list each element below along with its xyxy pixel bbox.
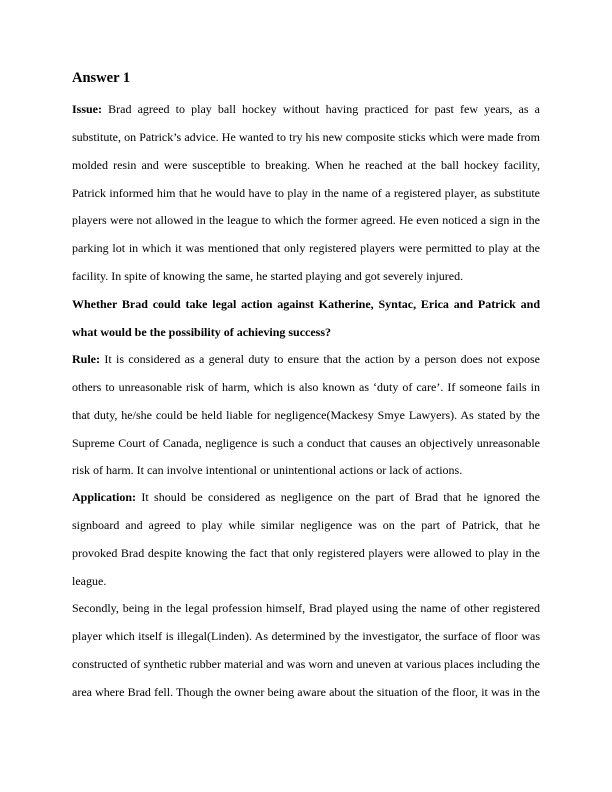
paragraph-line: substitute, on Patrick’s advice. He wanted to try his new composite sticks which were made from (72, 130, 540, 144)
paragraph-line: others to unreasonable risk of harm, which is also known as ‘duty of care’. If someone fails in (72, 380, 540, 394)
paragraph-line: facility. In spite of knowing the same, he started playing and got severely injured. (72, 269, 464, 283)
issue-label: Issue: (72, 102, 103, 116)
paragraph-line: Patrick informed him that he would have to play in the name of a registered player, as substitute (72, 186, 540, 200)
application-label: Application: (72, 490, 137, 504)
paragraph-line: that duty, he/she could be held liable for negligence(Mackesy Smye Lawyers). As stated by the (72, 408, 540, 422)
paragraph-line: Whether Brad could take legal action against Katherine, Syntac, Erica and Patrick and (72, 297, 540, 311)
paragraph-line: parking lot in which it was mentioned that only registered players were permitted to play at the (72, 241, 540, 255)
paragraph-line (72, 351, 540, 367)
paragraph-line: risk of harm. It can involve intentional or unintentional actions or lack of actions. (72, 463, 463, 477)
line-text: It is considered as a general duty to ensure that the action by a person does not expose (100, 352, 540, 366)
paragraph-line: signboard and agreed to play while similar negligence was on the part of Patrick, that he (72, 518, 540, 532)
paragraph-line: Secondly, being in the legal profession himself, Brad played using the name of other registered (72, 601, 540, 615)
paragraph-line: league. (72, 574, 107, 588)
rule-label: Rule: (72, 352, 100, 366)
paragraph-line: Supreme Court of Canada, negligence is such a conduct that causes an objectively unreasonable (72, 436, 540, 450)
paragraph-line: what would be the possibility of achieving success? (72, 325, 332, 339)
paragraph-line: players were not allowed in the league to which the former agreed. He even noticed a sign in the (72, 213, 540, 227)
paragraph-line: molded resin and were susceptible to breaking. When he reached at the ball hockey facility, (72, 158, 540, 172)
paragraph-line: provoked Brad despite knowing the fact that only registered players were allowed to play in the (72, 546, 540, 560)
paragraph-line (72, 101, 540, 117)
line-text: Brad agreed to play ball hockey without having practiced for past few years, as a (102, 102, 540, 116)
paragraph-line: area where Brad fell. Though the owner being aware about the situation of the floor, it was in the (72, 685, 540, 699)
paragraph-line: player which itself is illegal(Linden). As determined by the investigator, the surface of floor was (72, 629, 540, 643)
paragraph-line: constructed of synthetic rubber material and was worn and uneven at various places including the (72, 657, 540, 671)
section-heading: Answer 1 (72, 70, 131, 86)
paragraph-line (72, 489, 540, 505)
line-text: It should be considered as negligence on the part of Brad that he ignored the (136, 490, 540, 504)
